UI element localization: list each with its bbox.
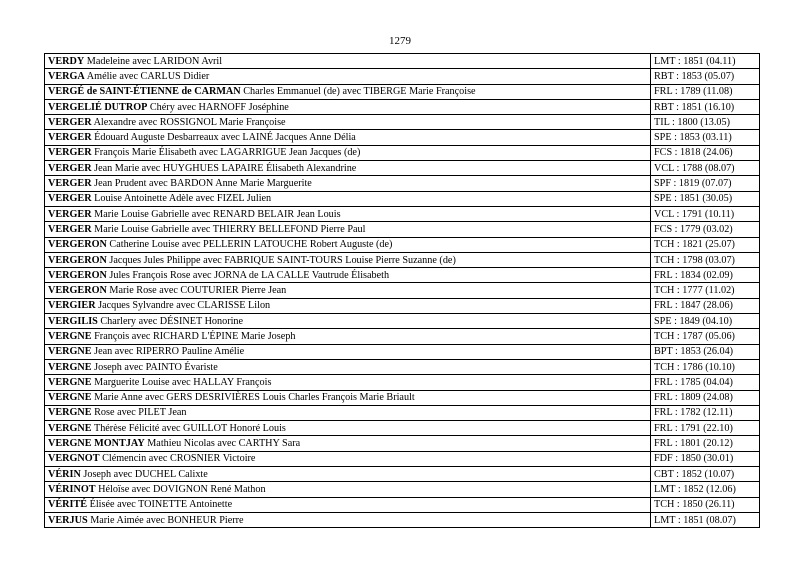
entry-details: Mathieu Nicolas avec CARTHY Sara — [147, 438, 301, 450]
table-row — [45, 359, 760, 374]
table-row — [45, 314, 760, 329]
entry-surname: VERGÉ de SAINT-ÉTIENNE de CARMAN — [48, 86, 241, 98]
entry-reference: VCL : 1788 (08.07) — [651, 161, 760, 176]
table-row — [45, 283, 760, 298]
entry-surname: VERGA — [48, 70, 85, 82]
entry-surname: VÉRIN — [48, 468, 81, 480]
entry-details: Jean Prudent avec BARDON Anne Marie Marguerite — [94, 178, 312, 190]
table-row — [45, 69, 760, 84]
entry-details: Jacques Jules Philippe avec FABRIQUE SAINT-TOURS Louise Pierre Suzanne (de) — [109, 254, 456, 266]
entry-reference: LMT : 1852 (12.06) — [651, 482, 760, 497]
entry-details: Clémencin avec CROSNIER Victoire — [102, 453, 256, 465]
entry-surname: VERGERON — [48, 239, 107, 251]
entry-reference: SPE : 1853 (03.11) — [651, 130, 760, 145]
entry-surname: VÉRINOT — [48, 483, 96, 495]
entry-surname: VERGER — [48, 162, 92, 174]
entry-names — [45, 222, 651, 237]
table-row — [45, 222, 760, 237]
entry-surname: VERGER — [48, 178, 92, 190]
entry-names — [45, 482, 651, 497]
entry-details: Joseph avec DUCHEL Calixte — [83, 468, 208, 480]
table-row — [45, 161, 760, 176]
entry-surname: VERGELIÉ DUTROP — [48, 101, 148, 113]
table-row — [45, 467, 760, 482]
entry-surname: VERGNE — [48, 361, 92, 373]
page-number: 1279 — [389, 35, 411, 47]
table-row — [45, 482, 760, 497]
entry-reference: LMT : 1851 (04.11) — [651, 54, 760, 69]
entry-reference: TCH : 1821 (25.07) — [651, 237, 760, 252]
entry-surname: VERGNE — [48, 422, 92, 434]
entry-surname: VERJUS — [48, 514, 88, 526]
entry-details: Charles Emmanuel (de) avec TIBERGE Marie Françoise — [243, 86, 476, 98]
entry-details: Marie Louise Gabrielle avec THIERRY BELLEFOND Pierre Paul — [94, 223, 366, 235]
entry-surname: VERGER — [48, 116, 92, 128]
entry-details: Élisée avec TOINETTE Antoinette — [89, 499, 233, 511]
entry-names — [45, 390, 651, 405]
entry-names — [45, 161, 651, 176]
entry-details: Édouard Auguste Desbarreaux avec LAINÉ Jacques Anne Délia — [94, 132, 356, 144]
entry-reference: FDF : 1850 (30.01) — [651, 451, 760, 466]
entry-reference: SPE : 1851 (30.05) — [651, 191, 760, 206]
entry-reference: FRL : 1791 (22.10) — [651, 421, 760, 436]
entry-reference: TCH : 1787 (05.06) — [651, 329, 760, 344]
entry-surname: VERGNE — [48, 330, 92, 342]
entry-surname: VÉRITÉ — [48, 499, 88, 511]
entry-names — [45, 283, 651, 298]
table-row — [45, 176, 760, 191]
entry-names — [45, 130, 651, 145]
entry-names — [45, 252, 651, 267]
entry-surname: VERGER — [48, 223, 92, 235]
table-row — [45, 206, 760, 221]
entry-reference: FRL : 1785 (04.04) — [651, 375, 760, 390]
entry-surname: VERGNE — [48, 392, 92, 404]
entry-names — [45, 298, 651, 313]
table-row — [45, 512, 760, 527]
entry-names — [45, 145, 651, 160]
entry-details: Amélie avec CARLUS Didier — [86, 70, 210, 82]
entry-details: Marie Louise Gabrielle avec RENARD BELAIR Jean Louis — [94, 208, 341, 220]
entry-reference: VCL : 1791 (10.11) — [651, 206, 760, 221]
table-row — [45, 329, 760, 344]
entry-reference: FRL : 1834 (02.09) — [651, 268, 760, 283]
table-row — [45, 298, 760, 313]
table-row — [45, 421, 760, 436]
table-row — [45, 54, 760, 69]
entry-details: Jean Marie avec HUYGHUES LAPAIRE Élisabeth Alexandrine — [94, 162, 357, 174]
entry-surname: VERGERON — [48, 254, 107, 266]
entry-reference: FCS : 1779 (03.02) — [651, 222, 760, 237]
table-row — [45, 252, 760, 267]
entry-names — [45, 99, 651, 114]
entry-names — [45, 176, 651, 191]
entry-surname: VERGERON — [48, 269, 107, 281]
entry-reference: FRL : 1801 (20.12) — [651, 436, 760, 451]
entry-names — [45, 436, 651, 451]
entry-names — [45, 344, 651, 359]
entry-reference: FCS : 1818 (24.06) — [651, 145, 760, 160]
entry-details: Catherine Louise avec PELLERIN LATOUCHE Robert Auguste (de) — [109, 239, 393, 251]
entry-details: Louise Antoinette Adèle avec FIZEL Julien — [94, 193, 272, 205]
entry-names — [45, 54, 651, 69]
entry-details: Héloïse avec DOVIGNON René Mathon — [98, 483, 266, 495]
entry-surname: VERGER — [48, 147, 92, 159]
entry-surname: VERGNE — [48, 407, 92, 419]
table-row — [45, 84, 760, 99]
entry-surname: VERGNE MONTJAY — [48, 438, 145, 450]
entry-details: Jules François Rose avec JORNA de LA CALLE Vautrude Élisabeth — [109, 269, 390, 281]
entry-reference: TCH : 1850 (26.11) — [651, 497, 760, 512]
entry-details: Jean avec RIPERRO Pauline Amélie — [94, 346, 245, 358]
table-row — [45, 390, 760, 405]
entry-surname: VERGNE — [48, 346, 92, 358]
entry-names — [45, 405, 651, 420]
entry-surname: VERGER — [48, 193, 92, 205]
entry-names — [45, 497, 651, 512]
entry-details: Marie Rose avec COUTURIER Pierre Jean — [109, 285, 287, 297]
table-row — [45, 130, 760, 145]
entry-reference: FRL : 1782 (12.11) — [651, 405, 760, 420]
entry-names — [45, 359, 651, 374]
entry-details: Marie Aimée avec BONHEUR Pierre — [90, 514, 244, 526]
entry-surname: VERGERON — [48, 285, 107, 297]
table-row — [45, 405, 760, 420]
entry-surname: VERGIER — [48, 300, 96, 312]
table-row — [45, 145, 760, 160]
entry-reference: RBT : 1851 (16.10) — [651, 99, 760, 114]
table-row — [45, 497, 760, 512]
entry-surname: VERDY — [48, 55, 85, 67]
entry-reference: TCH : 1777 (11.02) — [651, 283, 760, 298]
entry-reference: TIL : 1800 (13.05) — [651, 115, 760, 130]
entry-names — [45, 84, 651, 99]
entry-names — [45, 451, 651, 466]
entry-reference: TCH : 1786 (10.10) — [651, 359, 760, 374]
entry-names — [45, 206, 651, 221]
entry-details: Charlery avec DÉSINET Honorine — [100, 315, 244, 327]
table-row — [45, 344, 760, 359]
entry-reference: LMT : 1851 (08.07) — [651, 512, 760, 527]
entry-details: Alexandre avec ROSSIGNOL Marie Françoise — [93, 116, 286, 128]
entry-surname: VERGNOT — [48, 453, 100, 465]
entry-details: Joseph avec PAINTO Évariste — [94, 361, 218, 373]
entry-details: Jacques Sylvandre avec CLARISSE Lilon — [98, 300, 271, 312]
entry-surname: VERGILIS — [48, 315, 98, 327]
entry-names — [45, 69, 651, 84]
entry-details: Marguerite Louise avec HALLAY François — [94, 376, 272, 388]
entry-details: Madeleine avec LARIDON Avril — [86, 55, 223, 67]
entry-reference: TCH : 1798 (03.07) — [651, 252, 760, 267]
entry-surname: VERGER — [48, 132, 92, 144]
entry-details: Chéry avec HARNOFF Joséphine — [149, 101, 289, 113]
entry-names — [45, 191, 651, 206]
table-row — [45, 191, 760, 206]
entry-details: François Marie Élisabeth avec LAGARRIGUE Jean Jacques (de) — [94, 147, 361, 159]
entry-reference: FRL : 1847 (28.06) — [651, 298, 760, 313]
entry-surname: VERGNE — [48, 376, 92, 388]
register-body — [45, 54, 760, 528]
table-row — [45, 237, 760, 252]
entry-names — [45, 512, 651, 527]
table-row — [45, 375, 760, 390]
entry-reference: CBT : 1852 (10.07) — [651, 467, 760, 482]
entry-names — [45, 237, 651, 252]
table-row — [45, 99, 760, 114]
entry-details: Thérèse Félicité avec GUILLOT Honoré Louis — [93, 422, 286, 434]
entry-names — [45, 421, 651, 436]
entry-names — [45, 467, 651, 482]
table-row — [45, 451, 760, 466]
entry-names — [45, 314, 651, 329]
entry-names — [45, 375, 651, 390]
entry-names — [45, 115, 651, 130]
entry-details: Marie Anne avec GERS DESRIVIÈRES Louis Charles François Marie Briault — [94, 392, 415, 404]
marriage-register-table — [44, 53, 760, 528]
entry-names — [45, 268, 651, 283]
entry-names — [45, 329, 651, 344]
entry-reference: FRL : 1809 (24.08) — [651, 390, 760, 405]
table-row — [45, 115, 760, 130]
table-row — [45, 268, 760, 283]
entry-reference: SPE : 1849 (04.10) — [651, 314, 760, 329]
entry-reference: SPF : 1819 (07.07) — [651, 176, 760, 191]
entry-surname: VERGER — [48, 208, 92, 220]
entry-details: François avec RICHARD L'ÉPINE Marie Joseph — [94, 330, 296, 342]
table-row — [45, 436, 760, 451]
entry-reference: RBT : 1853 (05.07) — [651, 69, 760, 84]
entry-details: Rose avec PILET Jean — [94, 407, 187, 419]
entry-reference: BPT : 1853 (26.04) — [651, 344, 760, 359]
entry-reference: FRL : 1789 (11.08) — [651, 84, 760, 99]
